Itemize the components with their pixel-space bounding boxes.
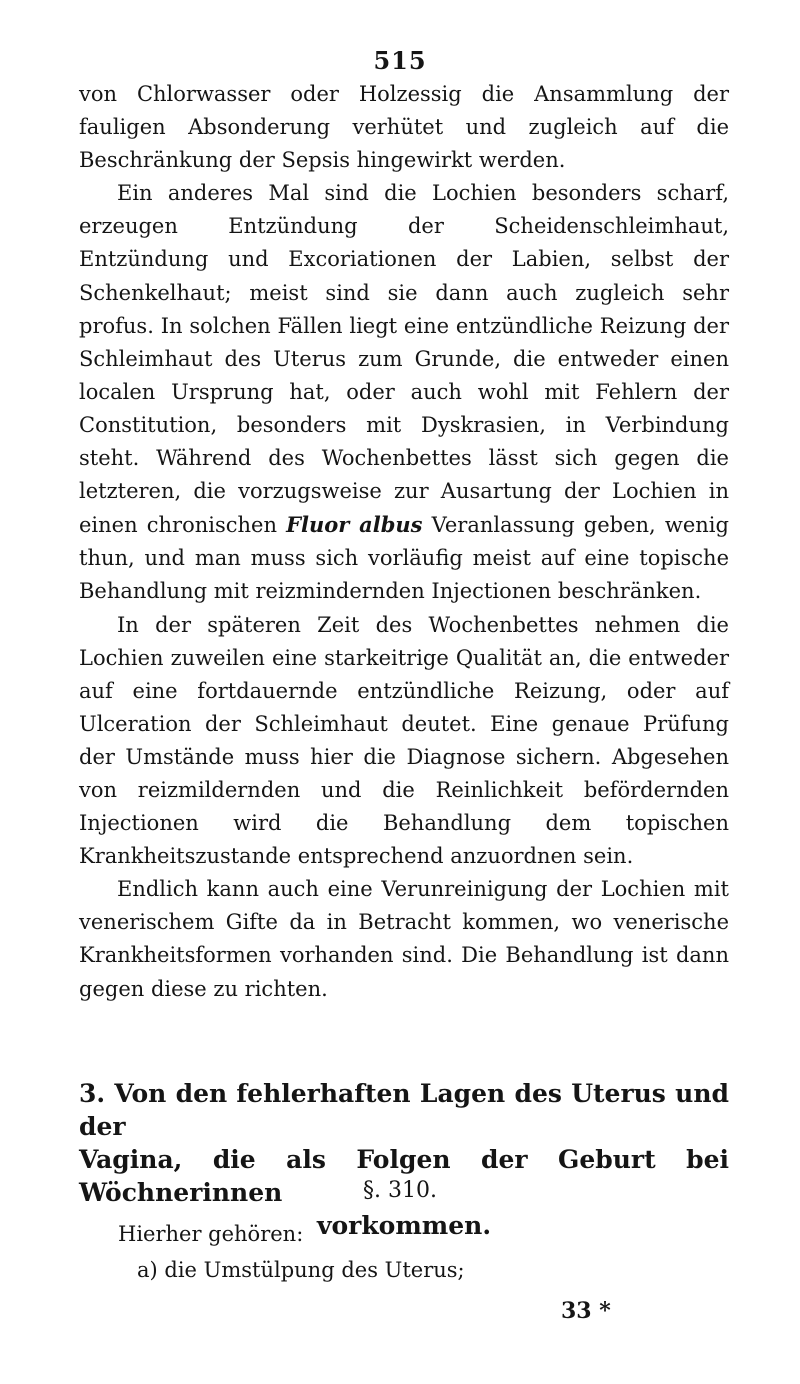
heading-line-2: Vagina, die als Folgen der Geburt bei Wöchnerinnen bbox=[79, 1145, 729, 1207]
page-number: 515 bbox=[373, 46, 427, 75]
body-text bbox=[79, 78, 729, 1006]
heading-line-1: 3. Von den fehlerhaften Lagen des Uterus und der bbox=[79, 1079, 729, 1141]
paragraph-2 bbox=[79, 177, 729, 608]
list-item-a: a) die Umstülpung des Uterus; bbox=[137, 1258, 465, 1282]
list-intro: Hierher gehören: bbox=[118, 1222, 304, 1246]
paragraph-1: von Chlorwasser oder Holzessig die Ansammlung der fauligen Absonderung verhütet und zugleich auf die Beschränkung der Sepsis hingewirkt werden. bbox=[79, 82, 729, 173]
heading-line-3: vorkommen. bbox=[316, 1211, 492, 1240]
paragraph-4: Endlich kann auch eine Verunreinigung der Lochien mit venerischem Gifte da in Betracht kommen, wo venerische Krankheitsformen vorhanden sind. Die Behandlung ist dann gegen diese zu richten. bbox=[79, 877, 729, 1001]
paragraph-2-text: Ein anderes Mal sind die Lochien besonders scharf, erzeugen Entzündung der Scheidenschleimhaut, Entzündung und Excoriationen der Labien, selbst der Schenkelhaut; meist sind sie dann auch zugleich sehr profus. In solchen Fällen liegt eine entzündliche Reizung der Schleimhaut des Uterus zum Grunde, die entweder einen localen Ursprung hat, oder auch wohl mit Fehlern der Constitution, besonders mit Dyskrasien, in Verbindung steht. Während des Wochenbettes lässt sich gegen die letzteren, die vorzugsweise zur Ausartung der Lochien in einen chronischen bbox=[79, 181, 729, 538]
section-number: §. 310. bbox=[363, 1178, 437, 1203]
printer-signature: 33 * bbox=[561, 1298, 611, 1324]
paragraph-3: In der späteren Zeit des Wochenbettes nehmen die Lochien zuweilen eine starkeitrige Qualität an, die entweder auf eine fortdauernde entzündliche Reizung, oder auf Ulceration der Schleimhaut deutet. Eine genaue Prüfung der Umstände muss hier die Diagnose sichern. Abgesehen von reizmildernden und die Reinlichkeit befördernden Injectionen wird die Behandlung dem topischen Krankheitszustande entsprechend anzuordnen sein. bbox=[79, 612, 729, 869]
emphasis-fluor-albus: Fluor albus bbox=[286, 512, 423, 538]
section-heading bbox=[79, 1077, 729, 1242]
paragraph-2-continuation: Veranlassung geben, wenig thun, und man muss sich vorläufig meist auf eine topische Behandlung mit reizmindernden Injectionen beschränken. bbox=[79, 513, 729, 604]
